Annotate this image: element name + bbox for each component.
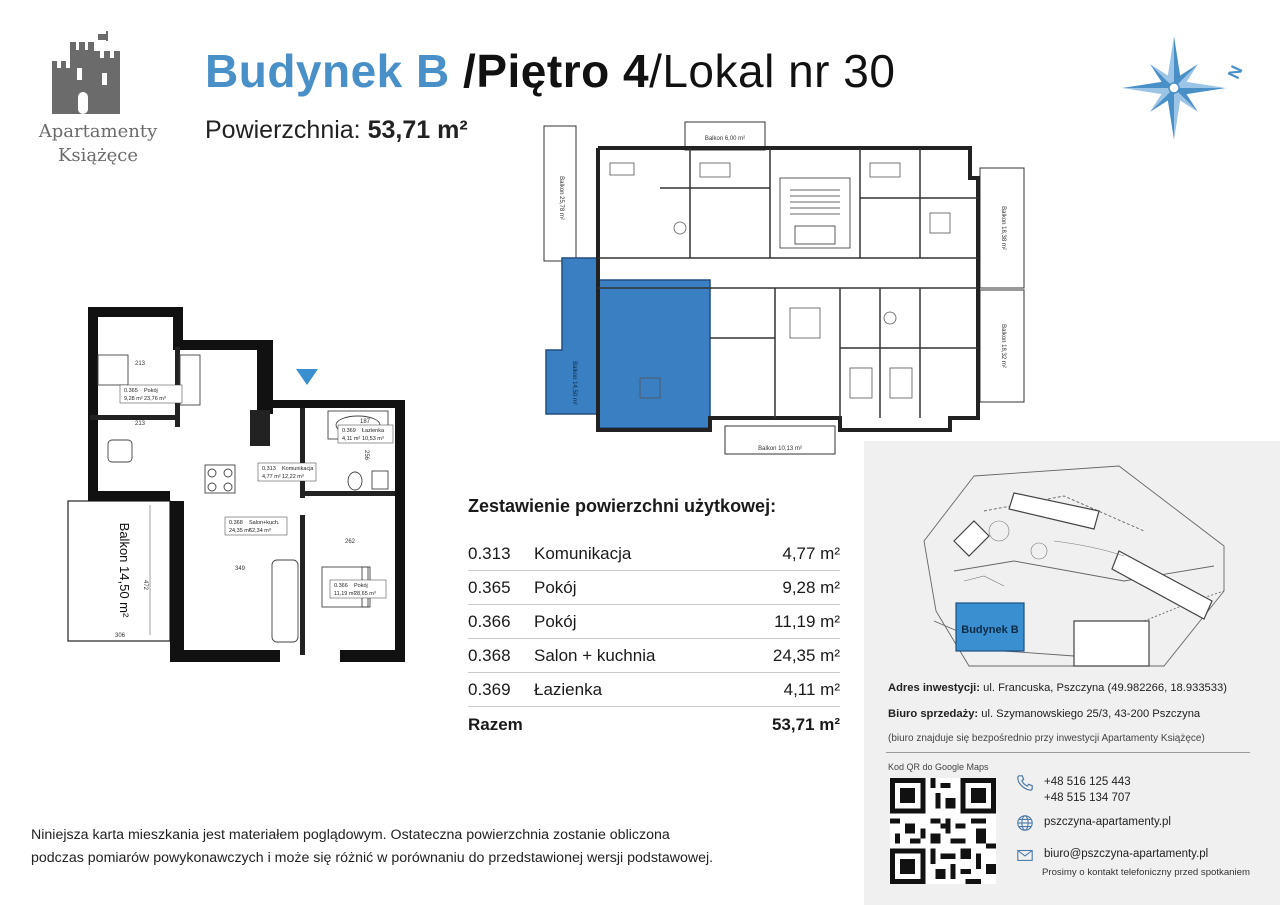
summary-title: Zestawienie powierzchni użytkowej: — [468, 496, 777, 516]
highlighted-unit — [546, 258, 710, 428]
phone-contact[interactable] — [1016, 774, 1208, 814]
dimension-label: 262 — [344, 539, 356, 545]
room-area: 24,35 m² — [772, 645, 840, 665]
title-unit: /Lokal nr 30 — [649, 45, 896, 97]
balcony-label: Balkon 10,13 m² — [758, 446, 802, 452]
building-floor-plan — [540, 118, 1030, 458]
title-floor: /Piętro 4 — [463, 45, 650, 97]
address-block — [888, 681, 1227, 744]
office-value: ul. Szymanowskiego 25/3, 43-200 Pszczyna — [981, 708, 1201, 720]
globe-icon — [1016, 814, 1034, 832]
area-summary — [468, 496, 840, 743]
balcony-label: Balkon 18,38 m² — [1000, 206, 1006, 250]
room-name: Komunikacja — [534, 543, 632, 563]
summary-row — [468, 639, 840, 673]
contact-note: Prosimy o kontakt telefoniczny przed spotkaniem — [1042, 867, 1250, 878]
disclaimer-line: Niniejsza karta mieszkania jest materiałem poglądowym. Ostateczna powierzchnia zostanie obliczona — [31, 827, 670, 843]
office-label: Biuro sprzedaży: — [888, 708, 979, 720]
room-name: Pokój — [534, 577, 577, 597]
area-label: Powierzchnia: — [205, 116, 361, 144]
room-code: 0.368 — [468, 645, 511, 665]
svg-text:10,53 m³: 10,53 m³ — [362, 436, 384, 442]
svg-text:Pokój: Pokój — [144, 388, 158, 394]
phone-icon — [1016, 774, 1034, 792]
office-line — [888, 707, 1227, 733]
svg-text:11,19 m²: 11,19 m² — [334, 591, 356, 597]
dimension-label: 306 — [114, 633, 126, 639]
email-link[interactable]: biuro@pszczyna-apartamenty.pl — [1044, 848, 1209, 860]
room-name: Łazienka — [534, 679, 603, 699]
info-panel — [864, 441, 1280, 905]
area-value: 53,71 m² — [367, 116, 468, 144]
svg-text:9,28 m²: 9,28 m² — [124, 396, 143, 402]
svg-text:Komunikacja: Komunikacja — [282, 466, 314, 472]
room-area: 4,77 m² — [782, 543, 840, 563]
svg-text:0.368: 0.368 — [229, 520, 243, 526]
svg-text:Łazienka: Łazienka — [362, 428, 385, 434]
dimension-label: 256 — [363, 449, 369, 461]
area-line — [205, 116, 468, 145]
room-label — [338, 425, 393, 443]
compass-rose-icon — [1112, 32, 1252, 142]
room-area: 11,19 m² — [774, 611, 840, 631]
address-line — [888, 681, 1227, 707]
title-building: Budynek B — [205, 45, 450, 97]
svg-text:4,11 m²: 4,11 m² — [342, 436, 361, 442]
room-label — [330, 580, 386, 598]
address-value: ul. Francuska, Pszczyna (49.982266, 18.933533) — [983, 682, 1227, 694]
svg-text:0.313: 0.313 — [262, 466, 276, 472]
svg-text:0.369: 0.369 — [342, 428, 356, 434]
balcony-label: Balkon 18,32 m² — [1000, 324, 1006, 368]
room-name: Salon + kuchnia — [534, 645, 656, 665]
total-value: 53,71 m² — [771, 715, 840, 734]
balcony-label: Balkon 25,78 m² — [558, 176, 564, 220]
dimension-label: 213 — [134, 361, 146, 367]
page-title — [205, 44, 895, 98]
svg-text:0.366: 0.366 — [334, 583, 348, 589]
svg-text:23,76 m³: 23,76 m³ — [144, 396, 166, 402]
disclaimer-line: podczas pomiarów powykonawczych i może się różnić w porównaniu do przedstawionej wersji podstawowej. — [31, 850, 714, 866]
svg-text:12,22 m³: 12,22 m³ — [282, 474, 304, 480]
svg-text:Salon+kuch.: Salon+kuch. — [249, 520, 280, 526]
dimension-label: 349 — [234, 566, 246, 572]
room-code: 0.366 — [468, 611, 511, 631]
summary-row — [468, 605, 840, 639]
summary-row — [468, 673, 840, 707]
unit-balcony-label: Balkon 14,50 m² — [117, 522, 132, 618]
summary-row — [468, 571, 840, 605]
qr-label: Kod QR do Google Maps — [888, 762, 989, 772]
svg-text:4,77 m²: 4,77 m² — [262, 474, 281, 480]
balcony-label: Balkon 6,00 m² — [704, 136, 746, 142]
dimension-label: 472 — [142, 579, 148, 591]
disclaimer-note — [31, 824, 811, 870]
room-label — [225, 517, 287, 535]
room-label — [258, 463, 316, 481]
summary-row — [468, 537, 840, 571]
phone-number[interactable]: +48 515 134 707 — [1044, 792, 1131, 804]
svg-text:Pokój: Pokój — [354, 583, 368, 589]
dimension-label: 213 — [134, 421, 146, 427]
unit-floor-plan — [60, 305, 420, 670]
brand-name — [18, 120, 178, 168]
svg-text:24,35 m²: 24,35 m² — [229, 528, 251, 534]
room-label — [120, 385, 182, 403]
site-building-label: Budynek B — [961, 624, 1019, 636]
room-code: 0.313 — [468, 543, 511, 563]
svg-text:0.365: 0.365 — [124, 388, 138, 394]
room-area: 9,28 m² — [782, 577, 840, 597]
svg-text:62,34 m³: 62,34 m³ — [249, 528, 271, 534]
room-code: 0.369 — [468, 679, 511, 699]
website-contact[interactable] — [1016, 814, 1208, 846]
room-area: 4,11 m² — [783, 679, 840, 699]
total-label: Razem — [468, 715, 523, 734]
address-label: Adres inwestycji: — [888, 682, 981, 694]
summary-total-row — [468, 707, 840, 743]
divider — [886, 752, 1250, 753]
dimension-label: 187 — [359, 419, 371, 425]
room-code: 0.365 — [468, 577, 511, 597]
compass-letter: N — [1224, 62, 1247, 82]
room-name: Pokój — [534, 611, 577, 631]
contacts — [1016, 774, 1208, 878]
brand-name-line1: Apartamenty — [38, 121, 158, 142]
balcony-label: Balkon 14,50 m² — [571, 361, 577, 405]
brand-name-line2: Książęce — [57, 145, 139, 166]
qr-code-icon[interactable] — [890, 778, 996, 884]
site-map — [894, 451, 1264, 676]
svg-text:28,65 m³: 28,65 m³ — [354, 591, 376, 597]
website-link[interactable]: pszczyna-apartamenty.pl — [1044, 816, 1171, 828]
phone-number[interactable]: +48 516 125 443 — [1044, 776, 1131, 788]
mail-icon — [1016, 846, 1034, 864]
office-note: (biuro znajduje się bezpośrednio przy inwestycji Apartamenty Książęce) — [888, 733, 1205, 744]
